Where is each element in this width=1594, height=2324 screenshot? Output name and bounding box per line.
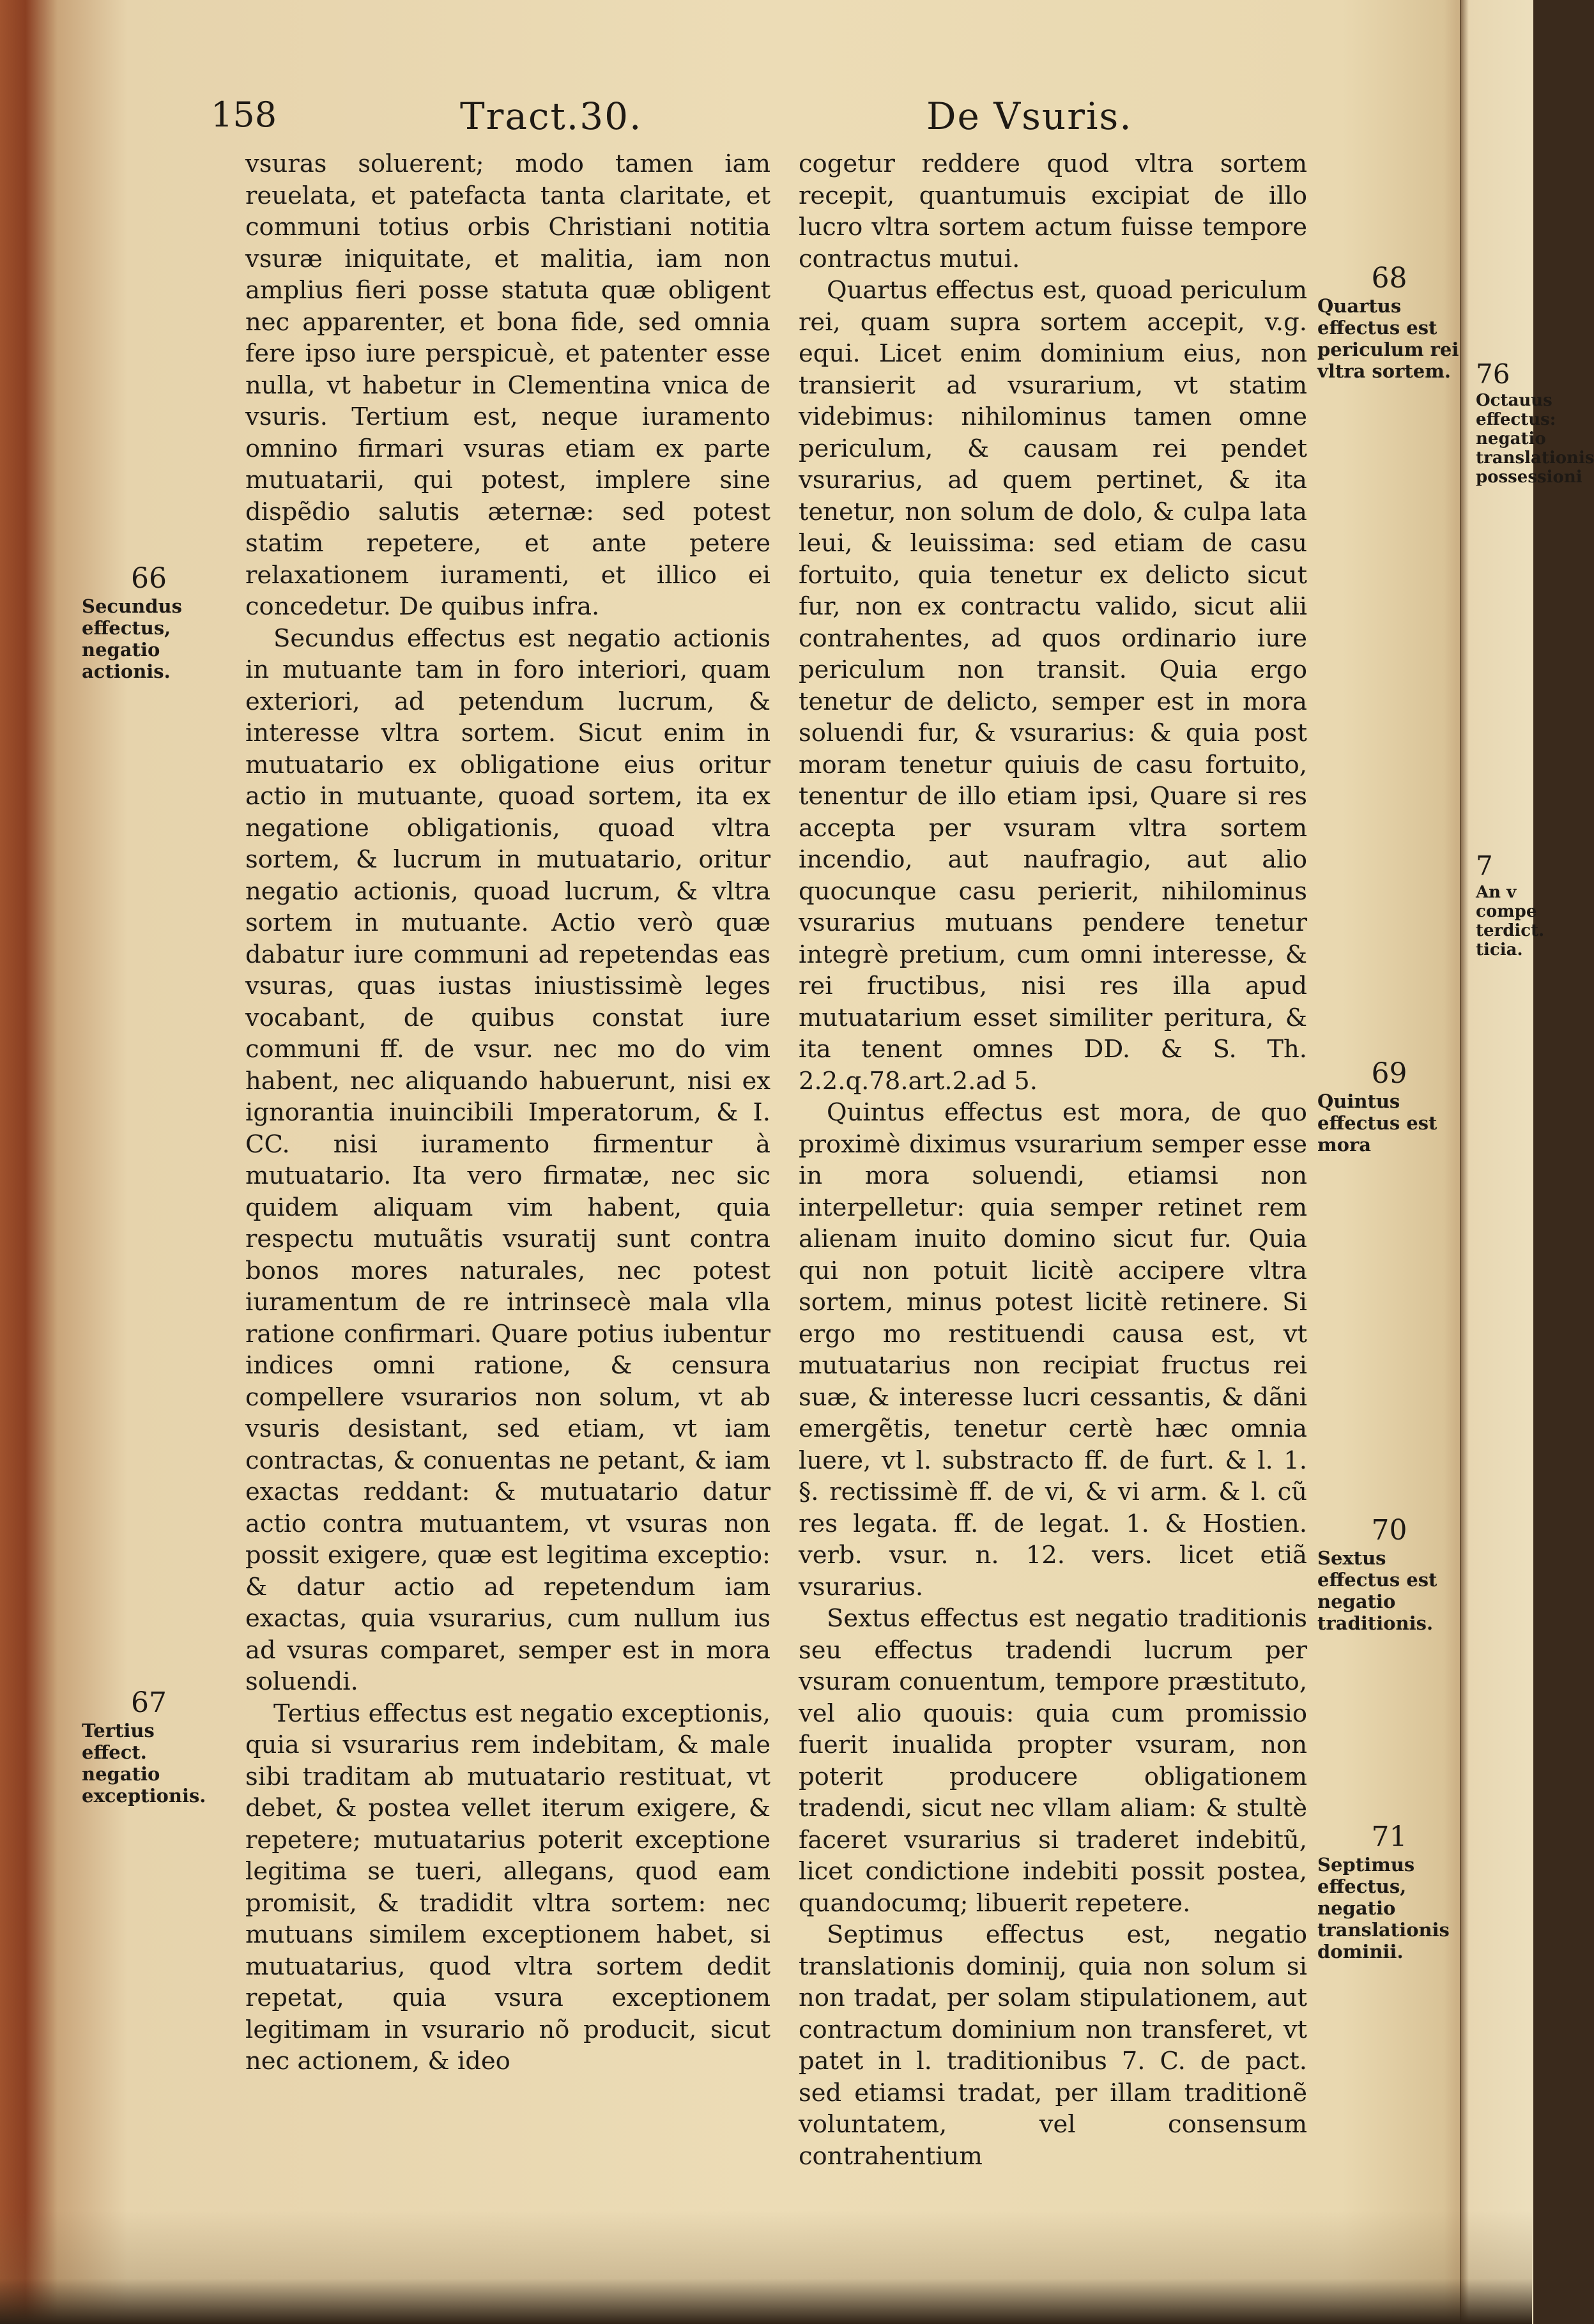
margin-note-text: Quartus effectus est periculum rei vltra sortem. [1317, 295, 1459, 382]
margin-note-69 [1317, 1057, 1461, 1156]
paragraph: Tertius effectus est negatio exceptionis, quia si vsurarius rem indebitam, & male sibi traditam ab mutuatario restituat, vt debet, & postea vellet iterum exigere, & repetere; mutuatarius poterit exceptione legitima se tueri, allegans, quod eam promisit, & tradidit vltra sortem: nec mutuans similem exceptionem habet, si mutuatarius, quod vltra sortem dedit repetat, quia vsura exceptionem legitimam in vsurario nõ producit, sicut nec actionem, & ideo [245, 1699, 770, 2076]
tract-title: Tract.30. [460, 95, 643, 138]
paragraph: Quartus effectus est, quoad periculum rei, quam supra sortem accepit, v.g. equi. Licet enim dominium eius, non transierit ad vsurarium, vt statim videbimus: nihilominus tamen omne periculum, & causam rei pendet vsurarius, ad quem pertinet, & ita tenetur, non solum de dolo, & culpa lata leui, & leuissima: sed etiam de casu fortuito, quia tenetur ex delicto sicut fur, non ex contractu valido, sicut alii contrahentes, ad quos ordinario iure periculum non transit. Quia ergo tenetur de delicto, semper est in mora soluendi fur, & vsurarius: & quia post moram tenetur quiuis de casu fortuito, tenentur de illo etiam ipsi, Quare si res accepta per vsuram vltra sortem incendio, aut naufragio, aut alio quocunque casu perierit, nihilominus vsurarius mutuans pendere tenetur integrè pretium, cum omni interesse, & rei fructibus, nisi res illa apud mutuatarium esset similiter peritura, & ita tenent omnes DD. & S. Th. 2.2.q.78.art.2.ad 5. [799, 276, 1307, 1096]
edge-note-76 [1476, 358, 1594, 487]
edge-note-7 [1476, 850, 1545, 959]
paragraph: Quintus effectus est mora, de quo proximè diximus vsurarium semper esse in mora soluendi, etiamsi non interpelletur: quia semper retinet rem alienam inuito domino sicut fur. Quia qui non potuit licitè accipere vltra sortem, minus potest licitè retinere. Si ergo mo restituendi causa est, vt mutuatarius non recipiat fructus rei suæ, & interesse lucri cessantis, & dãni emergẽtis, tenetur certè hæc omnia luere, vt l. substracto ff. de furt. & l. 1. §. rectissimè ff. de vi, & vi arm. & l. cũ res legata. ff. de legat. 1. & Hostien. verb. vsur. n. 12. vers. licet etiã vsurarius. [799, 1098, 1307, 1602]
margin-note-text: Sextus effectus est negatio traditionis. [1317, 1547, 1437, 1634]
page-shadow [0, 2210, 1532, 2324]
paragraph: Secundus effectus est negatio actionis in mutuante tam in foro interiori, quam exteriori, ad petendum lucrum, & interesse vltra sortem. Sicut enim in mutuatario ex obligatione eius oritur actio in mutuante, quoad sortem, ita ex negatione obligationis, quoad vltra sortem, & lucrum in mutuatario, oritur negatio actionis, quoad lucrum, & vltra sortem in mutuante. Actio verò quæ dabatur iure communi ad repetendas eas vsuras, quas iustas iniustissimè leges vocabant, de quibus constat iure communi ff. de vsur. nec mo do vim habent, nec aliquando habuerunt, nisi ex ignorantia inuincibili Imperatorum, & I. CC. nisi iuramento firmentur à mutuatario. Ita vero firmatæ, nec sic quidem aliquam vim habent, quia respectu mutuãtis vsuratij sunt contra bonos mores naturales, nec potest iuramentum de re intrinsecè mala vlla ratione confirmari. Quare potius iubentur indices omni ratione, & censura compellere vsurarios non solum, vt ab vsuris desistant, sed etiam, vt iam contractas, & conuentas ne petant, & iam exactas reddant: & mutuatario datur actio contra mutuantem, vt vsuras non possit exigere, quæ est legitima exceptio: & datur actio ad repetendum iam exactas, quia vsurarius, cum nullum ius ad vsuras comparet, semper est in mora soluendi. [245, 623, 770, 1696]
margin-note-70 [1317, 1514, 1461, 1634]
margin-note-number: 68 [1371, 262, 1407, 294]
paragraph: Septimus effectus est, negatio translationis dominij, quia non solum si non tradat, per solam stipulationem, aut contractum dominium non transferet, vt patet in l. traditionibus 7. C. de pact. sed etiamsi tradat, per illam traditionẽ voluntatem, vel consensum contrahentium [799, 1920, 1307, 2171]
page-number: 158 [211, 95, 277, 135]
facing-page-edge [1460, 0, 1533, 2324]
margin-note-text: Septimus effectus, negatio translationis dominii. [1317, 1854, 1450, 1962]
margin-note-number: 71 [1371, 1821, 1407, 1853]
margin-note-number: 69 [1371, 1057, 1407, 1090]
margin-note-number: 67 [131, 1686, 167, 1719]
margin-note-text: Tertius effect. negatio exceptionis. [82, 1720, 206, 1807]
paragraph: vsuras soluerent; modo tamen iam reuelata, et patefacta tanta claritate, et communi totius orbis Christiani notitia vsuræ iniquitate, et malitia, iam non amplius fieri posse statuta quæ obligent nec apparenter, et bona fide, sed omnia fere ipso iure perspicuè, et patenter esse nulla, vt habetur in Clementina vnica de vsuris. Tertium est, neque iuramento omnino firmari vsuras etiam ex parte mutuatarii, qui potest, implere sine dispẽdio salutis æternæ: sed potest statim repetere, et ante petere relaxationem iuramenti, et illico ei concedetur. De quibus infra. [245, 149, 770, 621]
margin-note-text: An v compe terdict. ticia. [1476, 883, 1545, 959]
section-title: De Vsuris. [926, 95, 1133, 138]
left-column [245, 148, 770, 2077]
margin-note-71 [1317, 1821, 1461, 1962]
margin-note-68 [1317, 262, 1461, 382]
paragraph: Sextus effectus est negatio traditionis seu effectus tradendi lucrum per vsuram conuentum, tempore præstituto, vel alio quouis: quia cum promissio fuerit inualida propter vsuram, non poterit producere obligationem tradendi, sicut nec vllam aliam: & stultè faceret vsurarius si traderet indebitũ, licet condictione indebiti possit postea, quandocumq; libuerit repetere. [799, 1604, 1307, 1918]
margin-note-number: 66 [131, 562, 167, 595]
margin-note-number: 7 [1476, 850, 1493, 882]
margin-note-text: Octauus effectus: negatio translationis possessioni [1476, 391, 1594, 487]
margin-note-67 [82, 1686, 216, 1807]
margin-note-number: 70 [1371, 1514, 1407, 1547]
margin-note-number: 76 [1476, 358, 1510, 390]
right-column [799, 148, 1307, 2172]
margin-note-text: Quintus effectus est mora [1317, 1090, 1437, 1156]
running-header [211, 95, 1297, 146]
paragraph: cogetur reddere quod vltra sortem recepit, quantumuis excipiat de illo lucro vltra sortem actum fuisse tempore contractus mutui. [799, 149, 1307, 273]
margin-note-text: Secundus effectus, negatio actionis. [82, 595, 182, 682]
margin-note-66 [82, 562, 216, 682]
